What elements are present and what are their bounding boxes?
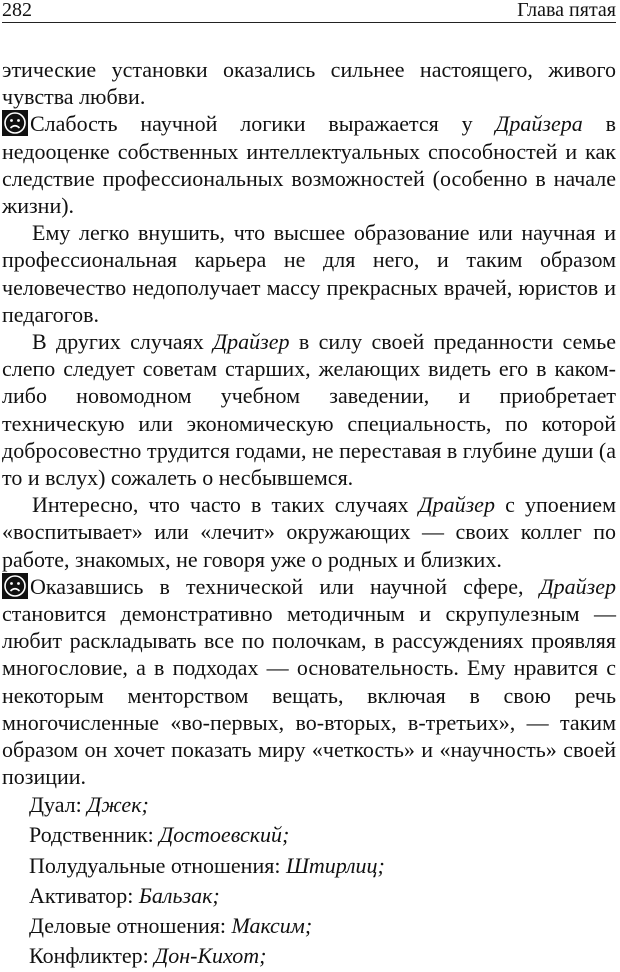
paragraph-2-text-a: Слабость научной логики выражается у [30, 111, 496, 137]
relation-item [29, 881, 385, 911]
paragraph-6-text-b: становится демонстративно методичным и скрупулезным — любит раскладывать все по полочкам, в рассуждениях проявляя многословие, а в подходах — основательность. Ему нравится с некоторым менторством вещать, включая в свою речь многочисленные «во-первых, во-вторых, в-третьих», — таким образом он хочет показать миру «четкость» и «научность» своей позиции. [2, 601, 616, 790]
relation-item [29, 911, 385, 941]
relation-label: Полудуальные отношения: [29, 852, 286, 878]
relation-item [29, 790, 385, 820]
relation-value: Дон-Кихот; [154, 943, 267, 969]
relation-label: Деловые отношения: [29, 913, 232, 939]
sad-face-icon [2, 573, 28, 599]
paragraph-4-text-b: в силу своей преданности семье слепо следует советам старших, желающих видеть его в каком-либо новомодном учебном заведении, и приобретает техническую или экономическую специальность, по которой добросовестно трудится годами, не переставая в глубине души (а то и вслух) сожалеть о несбывшемся. [2, 329, 616, 491]
sociotype-name: Драйзера [495, 111, 583, 137]
relation-label: Активатор: [29, 882, 139, 908]
sociotype-name: Драйзер [539, 573, 616, 599]
sad-face-icon [2, 110, 28, 136]
relation-label: Конфликтер: [29, 943, 155, 969]
paragraph-5 [2, 491, 616, 573]
chapter-title: Глава пятая [517, 0, 616, 21]
body-text [2, 56, 616, 790]
relation-value: Джек; [87, 792, 149, 817]
relation-item [29, 820, 385, 850]
sociotype-name: Драйзер [418, 492, 495, 518]
page-header [2, 0, 616, 23]
relation-value: Штирлиц; [285, 852, 385, 878]
page-number: 282 [2, 0, 32, 21]
relation-item [29, 851, 385, 881]
paragraph-2 [2, 110, 616, 219]
relation-value: Достоевский; [159, 822, 290, 848]
relation-value: Максим; [231, 913, 313, 939]
relation-label: Дуал: [29, 792, 88, 817]
paragraph-6-text-a: Оказавшись в технической или научной сфере, [30, 573, 540, 599]
relation-item [29, 941, 385, 971]
relations-list [29, 790, 385, 972]
sociotype-name: Драйзер [213, 329, 290, 355]
paragraph-2-text-b: в недооценке собственных интеллектуальных способностей и как следствие профессиональных возможностей (особенно в начале жизни). [2, 111, 616, 219]
relation-label: Родственник: [29, 822, 160, 848]
paragraph-5-text-a: Интересно, что часто в таких случаях [32, 492, 419, 518]
paragraph-1: этические установки оказались сильнее настоящего, живого чувства любви. [2, 57, 616, 110]
paragraph-3: Ему легко внушить, что высшее образование или научная и профессиональная карьера не для него, и таким образом человечество недополучает массу прекрасных врачей, юристов и педагогов. [2, 220, 616, 327]
paragraph-6 [2, 573, 616, 791]
paragraph-4-text-a: В других случаях [32, 329, 214, 355]
paragraph-5-text-b: с упоением «воспитывает» или «лечит» окружающих — своих коллег по работе, знакомых, не говоря уже о родных и близких. [2, 492, 616, 572]
paragraph-4 [2, 328, 616, 491]
relation-value: Бальзак; [138, 882, 220, 908]
